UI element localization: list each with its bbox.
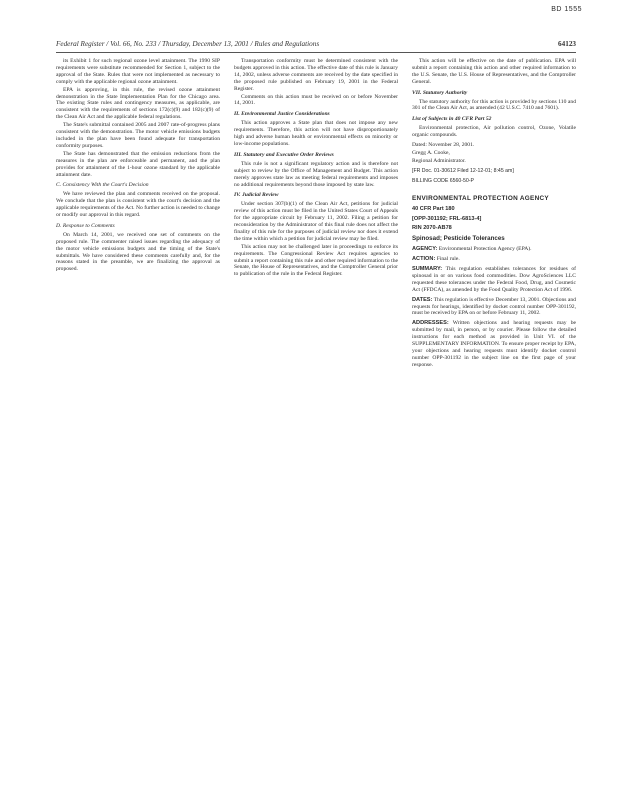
addresses-label: ADDRESSES: [412,320,449,327]
paragraph: This action may not be challenged later in proceedings to enforce its requirements. The Congressional Review Act requires agencies to submit a report containing this rule and other required information to the Senate, the House of Representatives, and the Comptroller General prior to publication of the rule in the Federal Register. [234,243,398,278]
paragraph: Under section 307(b)(1) of the Clean Air Act, petitions for judicial review of this action must be filed in the United States Court of Appeals for the appropriate circuit by February 11, 2002. Filing a petition for reconsideration by the Administrator of this final rule does not affect the finality of this rule for the purposes of judicial review nor does it extend the time within which a petition for judicial review may be filed. [234,201,398,242]
column-2 [234,58,398,786]
fr-doc-line: [FR Doc. 01-30612 Filed 12-12-01; 8:45 am] [412,167,514,174]
action-field [412,256,576,263]
page-number: 64123 [558,40,576,48]
signature-date: Dated: November 28, 2001. [412,142,475,149]
section-heading: C. Consistency With the Court's Decision [56,182,149,189]
dates-text: This regulation is effective December 13, 2001. Objections and requests for hearings, identified by docket control number OPP-301192, must be received by EPA on or before February 11, 2002. [412,296,576,317]
paragraph: Environmental protection, Air pollution control, Ozone, Volatile organic compounds. [412,125,576,139]
paragraph: its Exhibit 1 for such regional ozone level attainment. The 1990 SIP requirements were substitute recommended for Section 1, subject to the approval of the State. Rules that were not implemented as necessary to comply with the applicable regional ozone attainment. [56,58,220,85]
section-heading: List of Subjects in 40 CFR Part 52 [412,116,492,123]
signature-block [412,142,576,165]
agency-name: ENVIRONMENTAL PROTECTION AGENCY [412,194,549,202]
paragraph: The State's submittal contained 2005 and 2007 rate-of-progress plans consistent with the demonstration. The motor vehicle emissions budgets included in the plan have been found adequate for transportation conformity purposes. [56,122,220,149]
document-code: BD 1555 [551,6,582,13]
column-3 [412,58,576,786]
rin-number: RIN 2070-AB78 [412,225,452,232]
agency-text: Environmental Protection Agency (EPA). [438,246,532,253]
summary-field [412,266,576,294]
header-rule [56,52,576,53]
section-heading: II. Environmental Justice Considerations [234,111,330,118]
paragraph: Transportation conformity must be determined consistent with the budgets approved in this action. The effective date of this rule is January 14, 2002, unless adverse comments are received by the date specified in the proposed rule published on February 19, 2001 in the Federal Register. [234,58,398,92]
action-label: ACTION: [412,256,436,263]
signature-name: Gregg A. Cooke, [412,149,450,156]
dates-label: DATES: [412,296,433,303]
paragraph: This action approves a State plan that does not impose any new requirements. Therefore, this action will not have disproportionately high and adverse human health or environmental effects on minority or low-income populations. [234,120,398,147]
billing-code: BILLING CODE 6560-50-P [412,177,474,184]
cfr-part: 40 CFR Part 180 [412,205,455,212]
paragraph: This action will be effective on the date of publication. EPA will submit a report containing this action and other required information to the U.S. Senate, the U.S. House of Representatives, and the Comptroller General. [412,58,576,85]
agency-field [412,246,576,253]
addresses-field [412,320,576,368]
paragraph: This rule is not a significant regulatory action and is therefore not subject to review by the Office of Management and Budget. This action merely approves state law as meeting federal requirements and imposes no additional requirements beyond those imposed by state law. [234,160,398,188]
paragraph: The statutory authority for this action is provided by sections 110 and 301 of the Clean Air Act, as amended (42 U.S.C. 7410 and 7601). [412,98,576,112]
addresses-text: Written objections and hearing requests may be submitted by mail, in person, or by courier. Please follow the detailed instructions for each method as provided in Unit VI. of the SUPPLEMENTARY INFORMATION. To ensure proper receipt by EPA, your objections and hearing requests must identify docket control number OPP-301192 in the subject line on the first page of your response. [412,320,576,368]
body-columns [56,58,576,786]
paragraph: We have reviewed the plan and comments received on the proposal. We conclude that the plan is consistent with the court's decision and the applicable requirements of the Act. No further action is needed to change or modify our approval in this regard. [56,191,220,219]
section-heading: III. Statutory and Executive Order Reviews [234,151,334,158]
section-heading: IV. Judicial Review [234,192,279,199]
rule-title: Spinosad; Pesticide Tolerances [412,235,505,243]
dates-field [412,297,576,318]
signature-title: Regional Administrator. [412,157,466,164]
paragraph: EPA is approving, in this rule, the revised ozone attainment demonstration in the State Implementation Plan for the Chicago area. The existing State rules and contingency measures, as applicable, are consistent with the requirements of sections 172(c)(9) and 182(c)(9) of the Clean Air Act and the applicable federal regulations. [56,86,220,121]
paragraph: Comments on this action must be received on or before November 14, 2001. [234,93,398,107]
column-1 [56,58,220,786]
summary-label: SUMMARY: [412,266,443,273]
paragraph: On March 14, 2001, we received one set of comments on the proposed rule. The commenter raised issues regarding the adequacy of the motor vehicle emissions budgets and the timing of the State's submittals. We have considered these comments carefully and, for the reasons stated in the preamble, we are finalizing the approval as proposed. [56,231,220,273]
section-heading: D. Response to Comments [56,222,115,229]
action-text: Final rule. [436,256,460,263]
docket-number: [OPP-301192; FRL-6813-4] [412,215,482,222]
section-heading: VII. Statutory Authority [412,89,468,96]
summary-text: This regulation establishes tolerances for residues of spinosad in or on various food commodities. Dow AgroSciences LLC requested these tolerances under the Federal Food, Drug, and Cosmetic Act (FFDCA), as amended by the Food Quality Protection Act of 1996. [412,266,576,293]
paragraph: The State has demonstrated that the emission reductions from the measures in the plan are enforceable and permanent, and the plan provides for attainment of the 1-hour ozone standard by the applicable attainment date. [56,150,220,178]
agency-label: AGENCY: [412,246,438,253]
running-head [56,40,576,48]
running-head-text: Federal Register / Vol. 66, No. 233 / Thursday, December 13, 2001 / Rules and Regulations [56,40,320,48]
